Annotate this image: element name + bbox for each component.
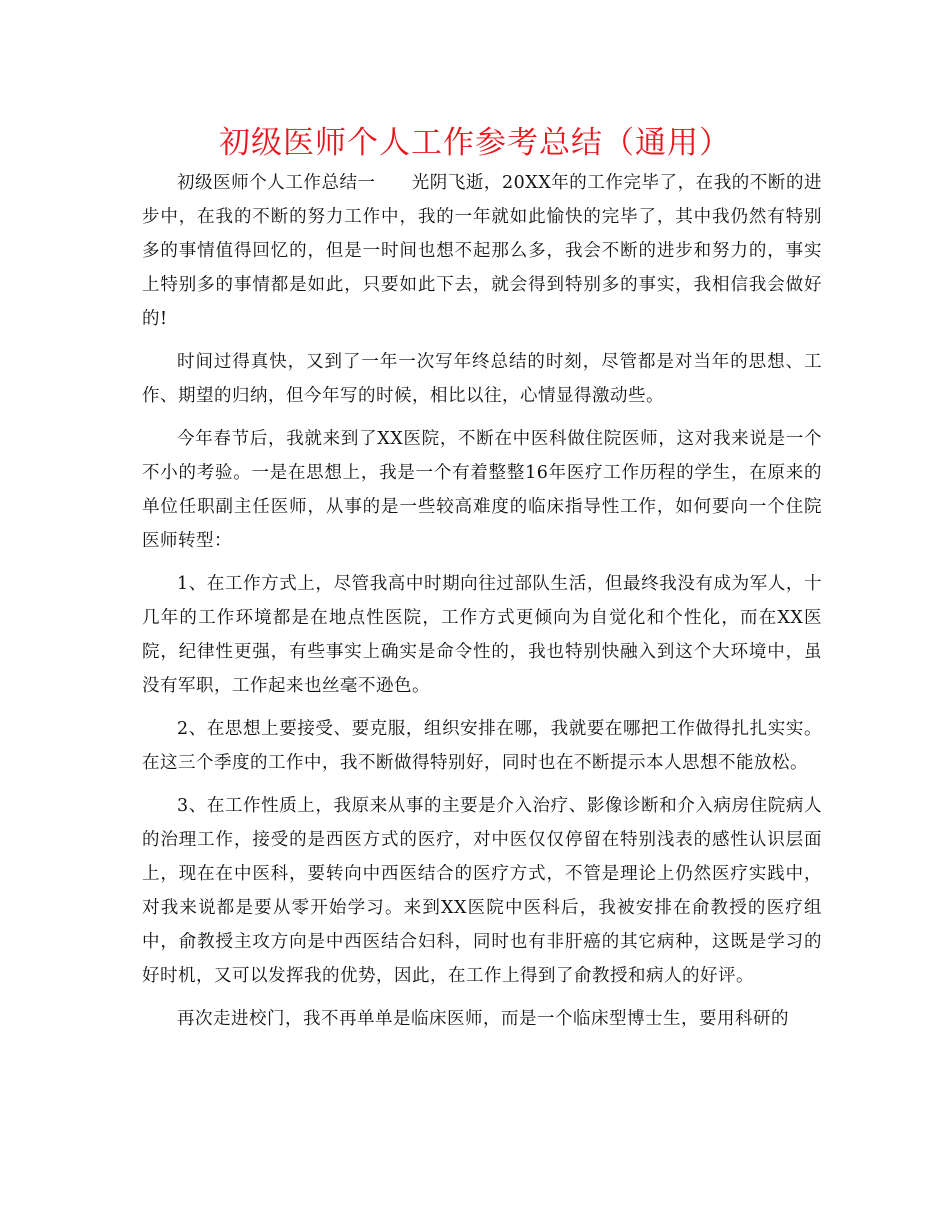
paragraph: 初级医师个人工作总结一 光阴飞逝，20XX年的工作完毕了，在我的不断的进步中，在我的不断的努力工作中，我的一年就如此愉快的完毕了，其中我仍然有特别多的事情值得回忆的，但是一时间也想不起那么多，我会不断的进步和努力的，事实上特别多的事情都是如此，只要如此下去，就会得到特别多的事实，我相信我会做好的! [142, 173, 822, 329]
document-title: 初级医师个人工作参考总结（通用） [219, 125, 731, 161]
paragraph: 3、在工作性质上，我原来从事的主要是介入治疗、影像诊断和介入病房住院病人的治理工作，接受的是西医方式的医疗，对中医仅仅停留在特别浅表的感性认识层面上，现在在中医科，要转向中西医结合的医疗方式，不管是理论上仍然医疗实践中，对我来说都是要从零开始学习。来到XX医院中医科后，我被安排在俞教授的医疗组中，俞教授主攻方向是中西医结合妇科，同时也有非肝癌的其它病种，这既是学习的好时机，又可以发挥我的优势，因此，在工作上得到了俞教授和病人的好评。 [142, 796, 822, 986]
paragraph: 今年春节后，我就来到了XX医院，不断在中医科做住院医师，这对我来说是一个不小的考验。一是在思想上，我是一个有着整整16年医疗工作历程的学生，在原来的单位任职副主任医师，从事的是一些较高难度的临床指导性工作，如何要向一个住院医师转型： [142, 429, 822, 551]
paragraph: 1、在工作方式上，尽管我高中时期向往过部队生活，但最终我没有成为军人，十几年的工作环境都是在地点性医院，工作方式更倾向为自觉化和个性化，而在XX医院，纪律性更强，有些事实上确实是命令性的，我也特别快融入到这个大环境中，虽没有军职，工作起来也丝毫不逊色。 [142, 574, 822, 696]
document-body [142, 166, 822, 1045]
paragraph: 时间过得真快，又到了一年一次写年终总结的时刻，尽管都是对当年的思想、工作、期望的归纳，但今年写的时候，相比以往，心情显得激动些。 [142, 352, 822, 406]
paragraph: 2、在思想上要接受、要克服，组织安排在哪，我就要在哪把工作做得扎扎实实。在这三个季度的工作中，我不断做得特别好，同时也在不断提示本人思想不能放松。 [142, 719, 822, 773]
paragraph: 再次走进校门，我不再单单是临床医师，而是一个临床型博士生，要用科研的 [177, 1009, 789, 1029]
